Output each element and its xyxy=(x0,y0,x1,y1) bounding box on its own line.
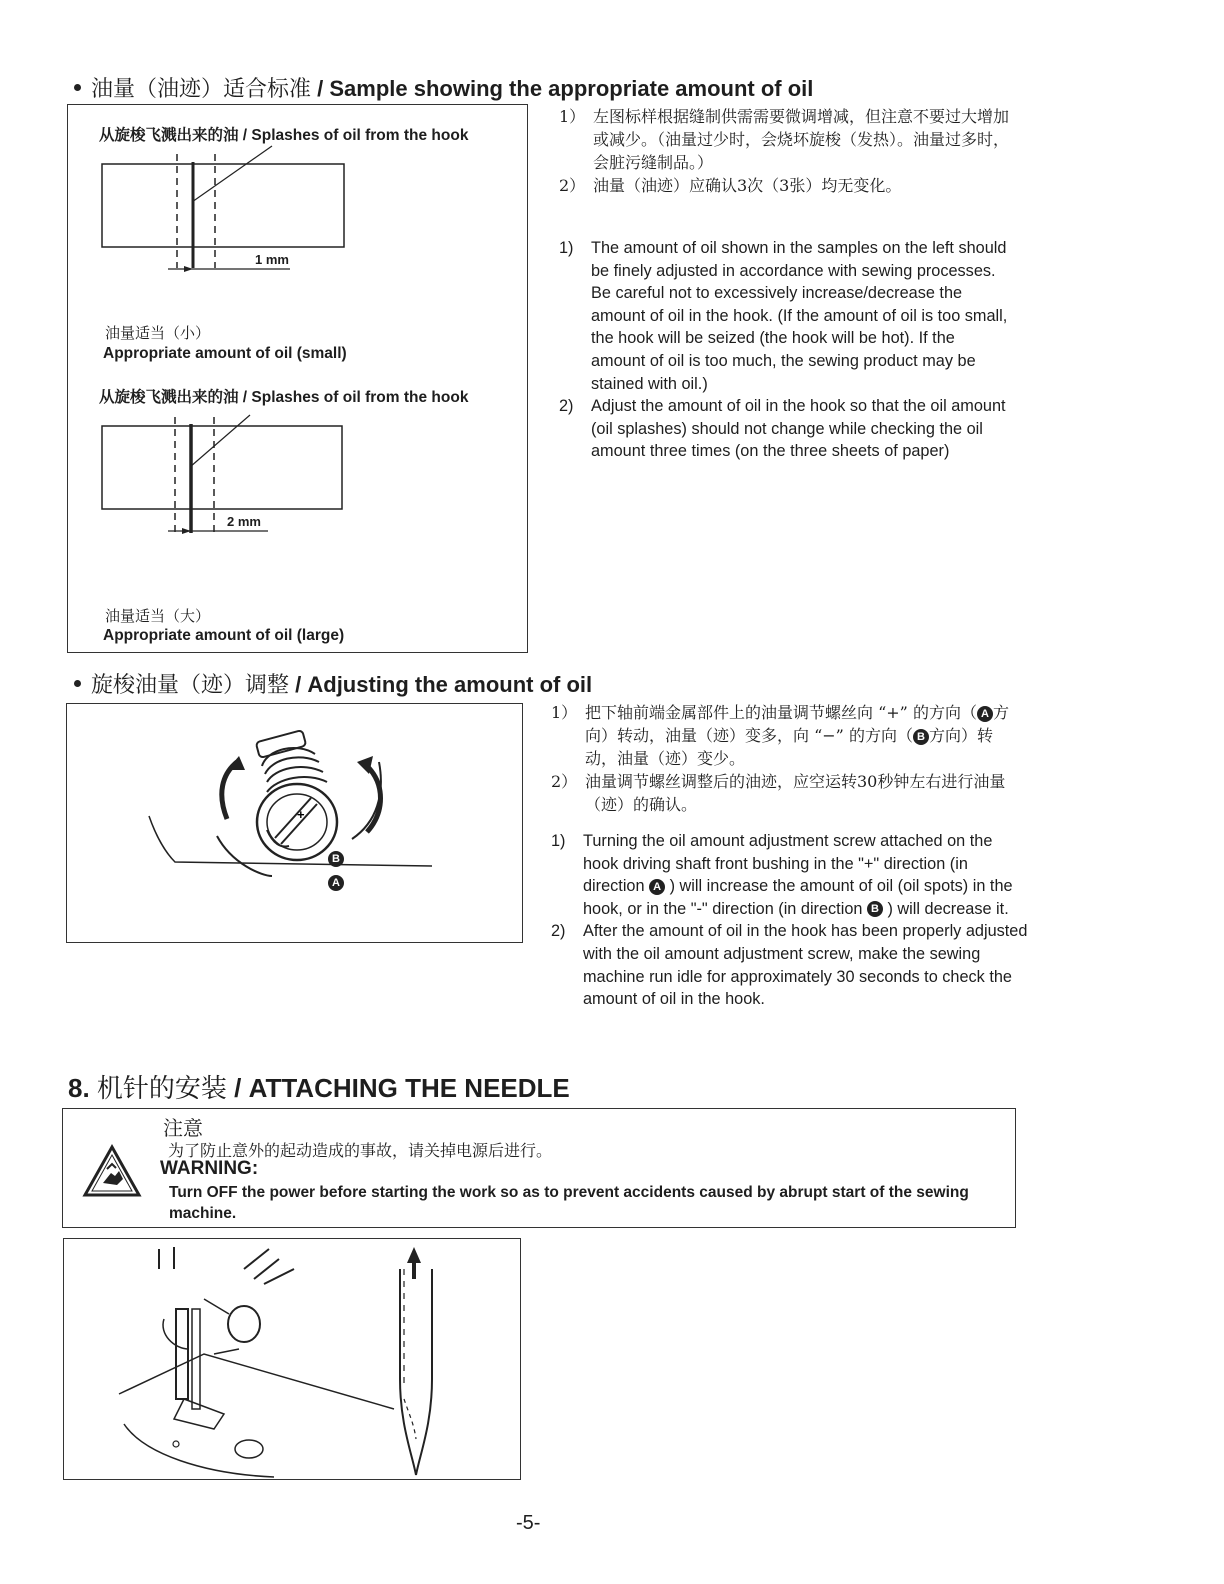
large-amount-en: Appropriate amount of oil (large) xyxy=(103,627,345,644)
adjust-notes-zh xyxy=(551,701,1011,816)
marker-b-icon: B xyxy=(913,729,929,745)
needle-attach-illustration xyxy=(64,1239,520,1479)
marker-a-icon: A xyxy=(649,879,665,895)
section-title-en: / ATTACHING THE NEEDLE xyxy=(234,1073,570,1103)
large-amount-zh: 油量适当（大） xyxy=(105,607,211,625)
marker-a-icon: A xyxy=(977,706,993,722)
dimension-1mm: 1 mm xyxy=(255,252,289,267)
small-amount-en: Appropriate amount of oil (small) xyxy=(103,345,347,362)
list-item: 2) Adjust the amount of oil in the hook so that the oil amount (oil splashes) should not change while checking the oil amount three times (on the three sheets of paper) xyxy=(559,397,1006,461)
needle-figure xyxy=(63,1238,521,1480)
oil-sample-notes-en xyxy=(559,237,1011,463)
list-item: 1） 把下轴前端金属部件上的油量调节螺丝向 “+” 的方向（ A 方向）转动，油量（迹）变多，向 “−” 的方向（ B 方向）转动，油量（迹）变少。 xyxy=(551,703,1009,768)
section-title-zh: 机针的安装 xyxy=(96,1074,227,1104)
list-item: 1) Turning the oil amount adjustment screw attached on the hook driving shaft front bushing in the "+" direction (in direction A ) will increase the amount of oil (oil spots) in the hook, or in the "-" direction (in direction B ) will decrease it. xyxy=(551,832,1013,918)
oil-sample-notes-zh xyxy=(559,105,1009,197)
section-title-oil-sample xyxy=(74,72,813,103)
hand-caution-icon xyxy=(81,1143,143,1199)
svg-text:+: + xyxy=(297,807,305,822)
dimension-2mm: 2 mm xyxy=(227,514,261,529)
warning-text-en: Turn OFF the power before starting the work so as to prevent accidents caused by abrupt start of the sewing machine. xyxy=(169,1184,969,1222)
marker-b-icon: B xyxy=(328,851,344,867)
adjust-screw-figure xyxy=(66,703,523,943)
warning-box xyxy=(62,1108,1016,1228)
section-title-zh: 旋梭油量（迹）调整 xyxy=(91,673,290,698)
marker-a-icon: A xyxy=(328,875,344,891)
bullet-icon xyxy=(74,84,81,91)
section-title-zh: 油量（油迹）适合标准 xyxy=(91,77,312,102)
list-item: 1） 左图标样根据缝制供需需要微调增减，但注意不要过大增加或减少。（油量过少时，会烧坏旋梭（发热）。油量过多时，会脏污缝制品。） xyxy=(559,107,1010,172)
section-title-needle xyxy=(68,1068,570,1105)
small-amount-zh: 油量适当（小） xyxy=(105,324,211,342)
list-item: 2) After the amount of oil in the hook has been properly adjusted with the oil amount adjustment screw, make the sewing machine run idle for approximately 30 seconds to check the amount of oil in the hook. xyxy=(551,922,1028,1009)
oil-adjust-screw-illustration xyxy=(67,704,522,942)
splash-label-2: 从旋梭飞溅出来的油 / Splashes of oil from the hook xyxy=(99,389,469,406)
adjust-notes-en xyxy=(551,830,1029,1011)
section-title-en: / Sample showing the appropriate amount of oil xyxy=(317,76,814,101)
list-item: 2） 油量调节螺丝调整后的油迹，应空运转30秒钟左右进行油量（迹）的确认。 xyxy=(551,772,1006,814)
oil-splash-diagram-small xyxy=(90,140,370,280)
page-number: -5- xyxy=(516,1512,541,1534)
list-item: 1) The amount of oil shown in the samples on the left should be finely adjusted in accordance with sewing processes. Be careful not to excessively increase/decrease the amount of oil in the hook. (If the amount of oil is too small, the hook will be seized (the hook will be hot). If the amount of oil is too much, the sewing product may be stained with oil.) xyxy=(559,239,1008,393)
warning-label: WARNING: xyxy=(160,1158,259,1179)
marker-b-icon: B xyxy=(867,901,883,917)
section-number: 8. xyxy=(68,1073,90,1103)
section-title-adjust-oil xyxy=(74,668,592,699)
bullet-icon xyxy=(74,680,81,687)
splash-label-1: 从旋梭飞溅出来的油 / Splashes of oil from the hook xyxy=(99,127,469,144)
warning-text-zh: 为了防止意外的起动造成的事故，请关掉电源后进行。 xyxy=(168,1141,553,1160)
section-title-en: / Adjusting the amount of oil xyxy=(295,672,593,697)
list-item: 2） 油量（油迹）应确认3次（3张）均无变化。 xyxy=(559,176,902,195)
caution-zh: 注意 xyxy=(163,1116,203,1140)
